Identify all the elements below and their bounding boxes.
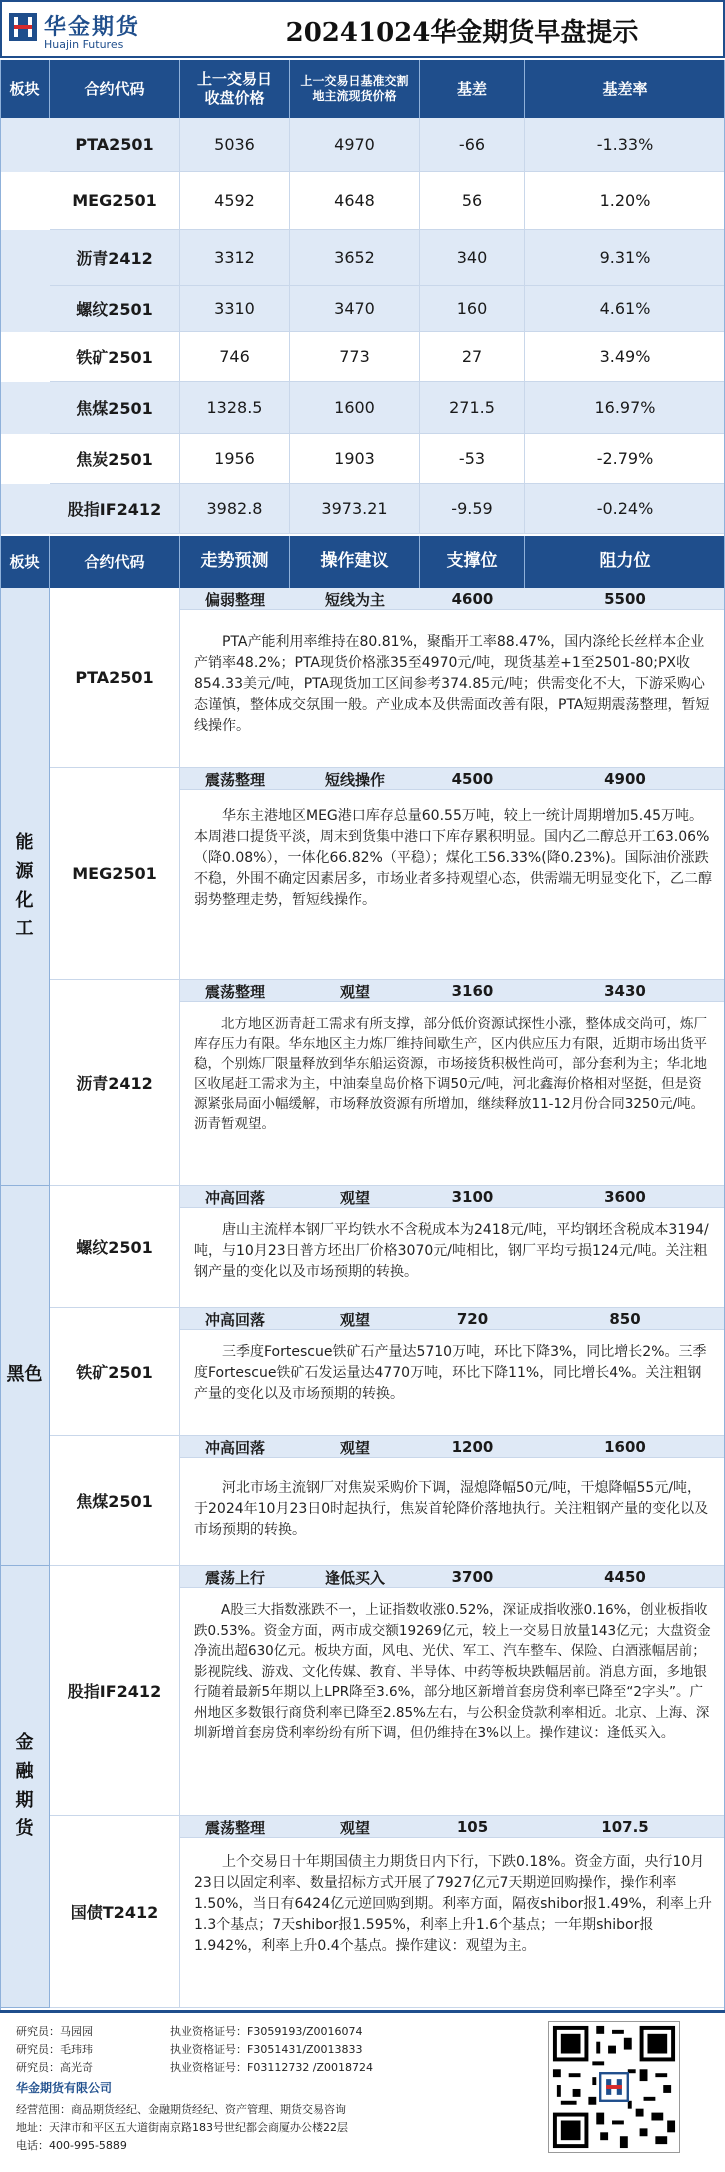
table-row	[0, 434, 725, 484]
table-row	[0, 484, 725, 534]
operation-advice: 观望	[339, 1310, 370, 1329]
trend-forecast: 震荡整理	[204, 982, 265, 1001]
close-price: 1328.5	[180, 382, 290, 434]
commentary: 北方地区沥青赶工需求有所支撑，部分低价资源试探性小涨，整体成交尚可，炼厂库存压力有限。华东地区主力炼厂维持间歇生产，区内供应压力有限，近期市场出货平稳，个别炼厂限量释放到华东船运资源，市场接货积极性尚可，部分套利为主；华北地区收尾赶工需求为主，中油秦皇岛价格下调50元/吨，河北鑫海价格相对坚挺，但是资源紧张局面小幅缓解，市场释放资源有所增加，继续释放11-12月份合同3250元/吨。沥青暂观望。	[180, 1002, 725, 1186]
logo-text-cn: 华金期货	[44, 15, 141, 40]
trend-forecast: 冲高回落	[204, 1310, 265, 1329]
col-header-code: 合约代码	[50, 536, 180, 588]
strategy-row	[180, 1566, 725, 1588]
support-level: 3100	[451, 1188, 494, 1206]
business-scope: 经营范围：商品期货经纪、金融期货经纪、资产管理、期货交易咨询	[16, 2103, 346, 2116]
researcher-cert: 执业资格证号：F3051431/Z0013833	[170, 2043, 363, 2056]
commentary: 华东主港地区MEG港口库存总量60.55万吨，较上一统计周期增加5.45万吨。本周港口提货平淡，周末到货集中港口下库存累积明显。国内乙二醇总开工63.06%（降0.08%），一体化66.82%（平稳）；煤化工56.33%(降0.23%)。国际油价涨跌不稳，外围不确定因素居多，市场业者多持观望心态，供需端无明显变化下，乙二醇弱势整理走势，暂短线操作。	[180, 790, 725, 980]
col-header-sector: 板块	[0, 536, 50, 588]
close-price: 746	[180, 332, 290, 382]
resistance-level: 3430	[604, 982, 646, 1000]
resistance-level: 4450	[604, 1568, 646, 1586]
contract-code: 焦煤2501	[50, 1436, 180, 1566]
operation-advice: 观望	[339, 1438, 370, 1457]
operation-advice: 观望	[339, 982, 370, 1001]
strategy-row	[180, 1186, 725, 1208]
close-price: 4592	[180, 172, 290, 230]
col-header-basis: 基差	[420, 60, 525, 118]
trend-forecast: 偏弱整理	[204, 590, 265, 609]
report-title: 20241024华金期货早盘提示	[285, 18, 639, 48]
close-price: 3982.8	[180, 484, 290, 534]
resistance-level: 5500	[604, 590, 646, 608]
spot-price: 3652	[290, 230, 420, 286]
contract-code: 焦炭2501	[50, 434, 180, 484]
strategy-row	[180, 1308, 725, 1330]
col-header-advice: 操作建议	[290, 536, 420, 588]
sector-energy-chem: 能 源 化 工	[0, 588, 50, 1186]
strategy-row	[180, 1816, 725, 1838]
close-price: 5036	[180, 118, 290, 172]
operation-advice: 短线操作	[324, 770, 385, 789]
basis-rate: 3.49%	[525, 332, 725, 382]
col-header-basis-rate: 基差率	[602, 79, 648, 98]
basis-rate: 1.20%	[525, 172, 725, 230]
table-row	[0, 332, 725, 382]
basis-value: 160	[420, 286, 525, 332]
table-border	[0, 60, 1, 2010]
trend-forecast: 震荡整理	[204, 770, 265, 789]
contract-code: 焦煤2501	[50, 382, 180, 434]
spot-price: 1600	[290, 382, 420, 434]
contract-code: MEG2501	[50, 768, 180, 980]
table-row	[0, 230, 725, 286]
basis-value: -66	[420, 118, 525, 172]
company-phone: 电话：400-995-5889	[16, 2139, 127, 2152]
col-header-code: 合约代码	[50, 60, 180, 118]
operation-advice: 逢低买入	[324, 1568, 385, 1587]
resistance-level: 4900	[604, 770, 646, 788]
basis-rate: -1.33%	[525, 118, 725, 172]
contract-code: PTA2501	[50, 118, 180, 172]
contract-code: 国债T2412	[50, 1816, 180, 2008]
contract-code: 螺纹2501	[50, 286, 180, 332]
commentary: 唐山主流样本钢厂平均铁水不含税成本为2418元/吨，平均钢坯含税成本3194/吨，与10月23日普方坯出厂价格3070元/吨相比，钢厂平均亏损124元/吨。关注粗钢产量的变化以及市场预期的转换。	[180, 1208, 725, 1308]
close-price: 1956	[180, 434, 290, 484]
spot-price: 4970	[290, 118, 420, 172]
contract-code: 螺纹2501	[50, 1186, 180, 1308]
support-level: 3700	[451, 1568, 494, 1586]
trend-forecast: 冲高回落	[204, 1438, 265, 1457]
researcher-name: 研究员：毛玮玮	[16, 2043, 93, 2056]
basis-value: 340	[420, 230, 525, 286]
support-level: 4500	[451, 770, 494, 788]
close-price: 3312	[180, 230, 290, 286]
researcher-name: 研究员：马园园	[16, 2025, 93, 2038]
strategy-row	[180, 1436, 725, 1458]
close-price: 3310	[180, 286, 290, 332]
huajin-logo-icon	[8, 12, 38, 42]
basis-table-header	[0, 60, 725, 118]
col-header-close: 上一交易日 收盘价格	[180, 60, 290, 118]
resistance-level: 850	[609, 1310, 641, 1328]
support-level: 3160	[451, 982, 494, 1000]
company-logo	[8, 8, 158, 54]
resistance-level: 107.5	[601, 1818, 649, 1836]
commentary: 上个交易日十年期国债主力期货日内下行，下跌0.18%。资金方面，央行10月23日以固定利率、数量招标方式开展了7927亿元7天期逆回购操作，操作利率1.50%，当日有6424亿元逆回购到期。利率方面，隔夜shibor报1.49%，利率上升1.3个基点；7天shibor报1.595%，利率上升1.6个基点；一年期shibor报1.942%，利率上升0.4个基点。操作建议：观望为主。	[180, 1838, 725, 2008]
contract-code: 股指IF2412	[50, 1566, 180, 1816]
spot-price: 3973.21	[290, 484, 420, 534]
col-header-spot: 上一交易日基准交割 地主流现货价格	[290, 60, 420, 118]
strategy-table-header	[0, 536, 725, 588]
contract-code: MEG2501	[50, 172, 180, 230]
contract-code: 铁矿2501	[50, 1308, 180, 1436]
report-footer	[0, 2010, 725, 2172]
strategy-row	[180, 768, 725, 790]
basis-rate: 16.97%	[525, 382, 725, 434]
company-address: 地址：天津市和平区五大道街南京路183号世纪都会商厦办公楼22层	[16, 2121, 348, 2134]
qr-code-icon	[548, 2021, 680, 2153]
basis-value: -9.59	[420, 484, 525, 534]
commentary: PTA产能利用率维持在80.81%，聚酯开工率88.47%，国内涤纶长丝样本企业产销率48.2%；PTA现货价格涨35至4970元/吨，现货基差+1至2501-80;PX收854.33美元/吨，PTA现货加工区间参考374.85元/吨；供需变化不大，下游采购心态谨慎，整体成交氛围一般。产业成本及供需面改善有限，PTA短期震荡整理，暂短线操作。	[180, 610, 725, 768]
spot-price: 773	[290, 332, 420, 382]
contract-code: 沥青2412	[50, 230, 180, 286]
researcher-name: 研究员：高光奇	[16, 2061, 93, 2074]
col-header-sector: 板块	[0, 60, 50, 118]
support-level: 720	[456, 1310, 489, 1328]
strategy-row	[180, 980, 725, 1002]
support-level: 4600	[451, 590, 494, 608]
trend-forecast: 震荡上行	[204, 1568, 265, 1587]
sector-ferrous: 黑色	[0, 1186, 50, 1566]
basis-value: 271.5	[420, 382, 525, 434]
basis-value: -53	[420, 434, 525, 484]
operation-advice: 短线为主	[324, 590, 385, 609]
spot-price: 3470	[290, 286, 420, 332]
contract-code: 铁矿2501	[50, 332, 180, 382]
commentary: 河北市场主流钢厂对焦炭采购价下调，湿熄降幅50元/吨，干熄降幅55元/吨，于2024年10月23日0时起执行，焦炭首轮降价落地执行。关注粗钢产量的变化以及市场预期的转换。	[180, 1458, 725, 1566]
company-name: 华金期货有限公司	[16, 2081, 113, 2095]
operation-advice: 观望	[339, 1818, 370, 1837]
researcher-cert: 执业资格证号：F03112732 /Z0018724	[170, 2061, 374, 2074]
spot-price: 1903	[290, 434, 420, 484]
contract-code: PTA2501	[50, 588, 180, 768]
resistance-level: 3600	[604, 1188, 646, 1206]
support-level: 105	[456, 1818, 489, 1836]
commentary: 三季度Fortescue铁矿石产量达5710万吨，环比下降3%，同比增长2%。三季度Fortescue铁矿石发运量达4770万吨，环比下降11%，同比增长4%。关注粗钢产量的变化以及市场预期的转换。	[180, 1330, 725, 1436]
contract-code: 股指IF2412	[50, 484, 180, 534]
table-row	[0, 172, 725, 230]
col-header-trend: 走势预测	[180, 536, 290, 588]
strategy-row	[180, 588, 725, 610]
contract-code: 沥青2412	[50, 980, 180, 1186]
basis-rate: -2.79%	[525, 434, 725, 484]
resistance-level: 1600	[604, 1438, 646, 1456]
basis-rate: 9.31%	[525, 230, 725, 286]
report-header	[0, 0, 725, 58]
table-row	[0, 286, 725, 332]
support-level: 1200	[451, 1438, 494, 1456]
basis-value: 56	[420, 172, 525, 230]
trend-forecast: 震荡整理	[204, 1818, 265, 1837]
trend-forecast: 冲高回落	[204, 1188, 265, 1207]
sector-financial: 金 融 期 货	[0, 1566, 50, 2008]
operation-advice: 观望	[339, 1188, 370, 1207]
commentary: A股三大指数涨跌不一，上证指数收涨0.52%，深证成指收涨0.16%，创业板指收跌0.53%。资金方面，两市成交额19269亿元，较上一交易日放量143亿元；大盘资金净流出超630亿元。板块方面，风电、光伏、军工、汽车整车、保险、白酒涨幅居前；影视院线、游戏、文化传媒、教育、半导体、中药等板块跌幅居前。消息方面，多地银行随着最新5年期以上LPR降至3.6%，部分地区新增首套房贷利率已降至“2字头”。广州地区多数银行商贷利率已降至2.85%左右，与公积金贷款利率相近。北京、上海、深圳新增首套房贷利率纷纷有所下调，但仍维持在3%以上。操作建议：逢低买入。	[180, 1588, 725, 1816]
basis-rate: -0.24%	[525, 484, 725, 534]
col-header-support: 支撑位	[420, 536, 525, 588]
table-row	[0, 118, 725, 172]
col-header-resistance: 阻力位	[599, 551, 651, 572]
researcher-cert: 执业资格证号：F3059193/Z0016074	[170, 2025, 363, 2038]
table-row	[0, 382, 725, 434]
logo-text-en: Huajin Futures	[44, 38, 124, 51]
basis-rate: 4.61%	[525, 286, 725, 332]
basis-value: 27	[420, 332, 525, 382]
spot-price: 4648	[290, 172, 420, 230]
